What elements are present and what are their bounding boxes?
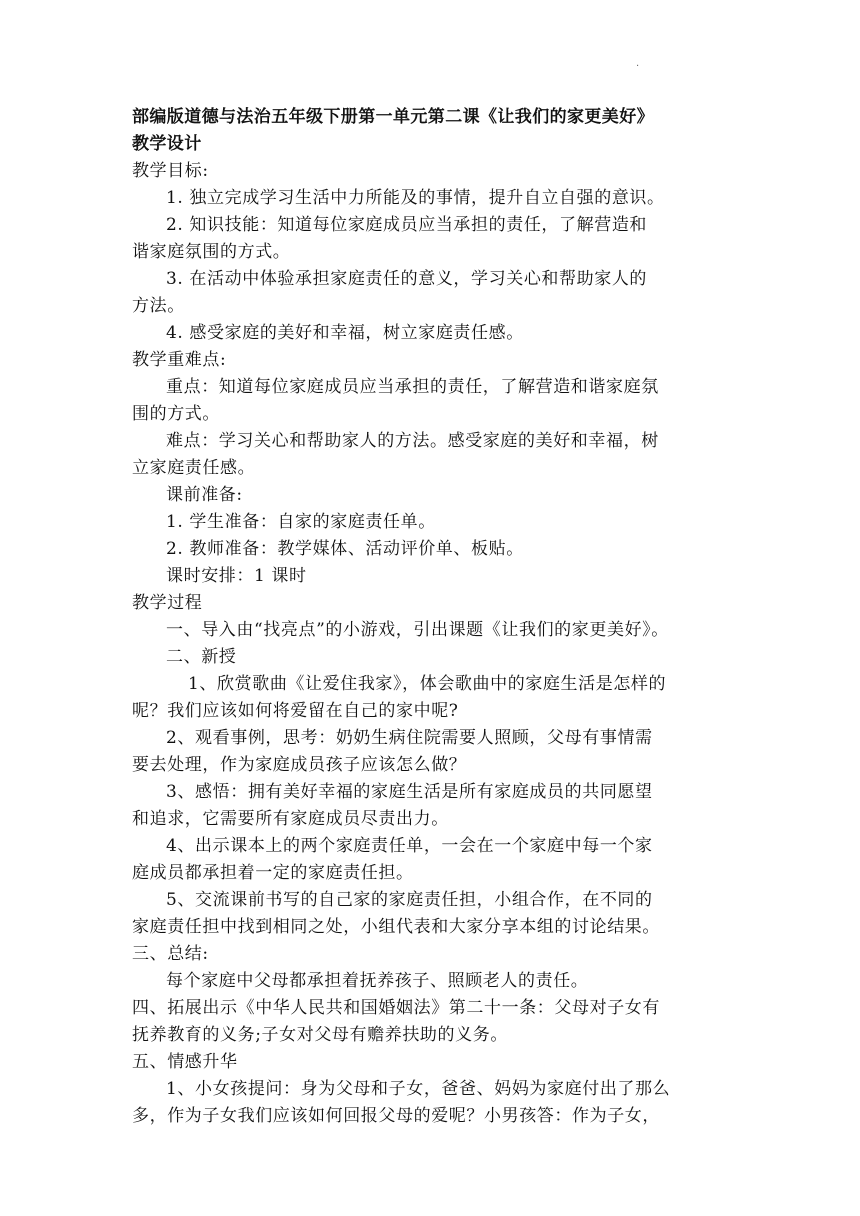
document-text-line: 教学重难点: (132, 350, 227, 370)
document-text-line: 5、交流课前书写的自己家的家庭责任担，小组合作，在不同的 (166, 890, 653, 910)
document-title-line: 部编版道德与法治五年级下册第一单元第二课《让我们的家更美好》 (132, 107, 654, 127)
document-text-line: 1、小女孩提问：身为父母和子女，爸爸、妈妈为家庭付出了那么 (166, 1079, 671, 1099)
document-text-line: 课时安排：1 课时 (166, 566, 307, 586)
document-text-line: 多，作为子女我们应该如何回报父母的爱呢？小男孩答：作为子女， (132, 1106, 660, 1126)
document-text-line: 2、观看事例，思考：奶奶生病住院需要人照顾，父母有事情需 (166, 728, 653, 748)
document-text-line: 抚养教育的义务;子女对父母有赡养扶助的义务。 (132, 1025, 508, 1045)
document-text-line: 3、感悟：拥有美好幸福的家庭生活是所有家庭成员的共同愿望 (166, 782, 653, 802)
document-text-line: 2. 知识技能：知道每位家庭成员应当承担的责任，了解营造和 (166, 215, 648, 235)
document-text-line: 二、新授 (166, 647, 237, 667)
document-text-line: 一、导入由“找亮点”的小游戏，引出课题《让我们的家更美好》。 (166, 620, 669, 640)
document-text-line: 3. 在活动中体验承担家庭责任的意义，学习关心和帮助家人的 (166, 269, 648, 289)
document-text-line: 家庭责任担中找到相同之处，小组代表和大家分享本组的讨论结果。 (132, 917, 660, 937)
document-text-line: 呢？我们应该如何将爱留在自己的家中呢? (132, 701, 459, 721)
document-text-line: 4. 感受家庭的美好和幸福，树立家庭责任感。 (166, 323, 524, 343)
document-text-line: 方法。 (132, 296, 185, 316)
document-text-line: 三、总结: (132, 944, 209, 964)
document-text-line: 四、拓展出示《中华人民共和国婚姻法》第二十一条：父母对子女有 (132, 998, 660, 1018)
document-text-line: 庭成员都承担着一定的家庭责任担。 (132, 863, 414, 883)
document-text-line: 重点：知道每位家庭成员应当承担的责任，了解营造和谐家庭氛 (166, 377, 659, 397)
document-text-line: 教学过程 (132, 593, 203, 613)
document-text-line: 每个家庭中父母都承担着抚养孩子、照顾老人的责任。 (166, 971, 589, 991)
document-text-line: 1、欣赏歌曲《让爱住我家》，体会歌曲中的家庭生活是怎样的 (188, 674, 667, 694)
document-text-line: 1. 独立完成学习生活中力所能及的事情，提升自立自强的意识。 (166, 188, 665, 208)
document-text-line: 立家庭责任感。 (132, 458, 256, 478)
document-text-line: 4、出示课本上的两个家庭责任单，一会在一个家庭中每一个家 (166, 836, 653, 856)
page-corner-mark: . (636, 58, 640, 69)
document-text-line: 1. 学生准备：自家的家庭责任单。 (166, 512, 436, 532)
document-text-line: 围的方式。 (132, 404, 220, 424)
document-text-line: 难点：学习关心和帮助家人的方法。感受家庭的美好和幸福，树 (166, 431, 659, 451)
document-body (132, 104, 736, 1130)
document-text-line: 2. 教师准备：教学媒体、活动评价单、板贴。 (166, 539, 524, 559)
document-text-line: 谐家庭氛围的方式。 (132, 242, 291, 262)
document-title-line: 教学设计 (132, 134, 202, 154)
document-text-line: 和追求，它需要所有家庭成员尽责出力。 (132, 809, 449, 829)
document-text-line: 五、情感升华 (132, 1052, 238, 1072)
document-text-line: 教学目标: (132, 161, 209, 181)
document-text-line: 课前准备: (166, 485, 243, 505)
document-text-line: 要去处理，作为家庭成员孩子应该怎么做？ (132, 755, 467, 775)
